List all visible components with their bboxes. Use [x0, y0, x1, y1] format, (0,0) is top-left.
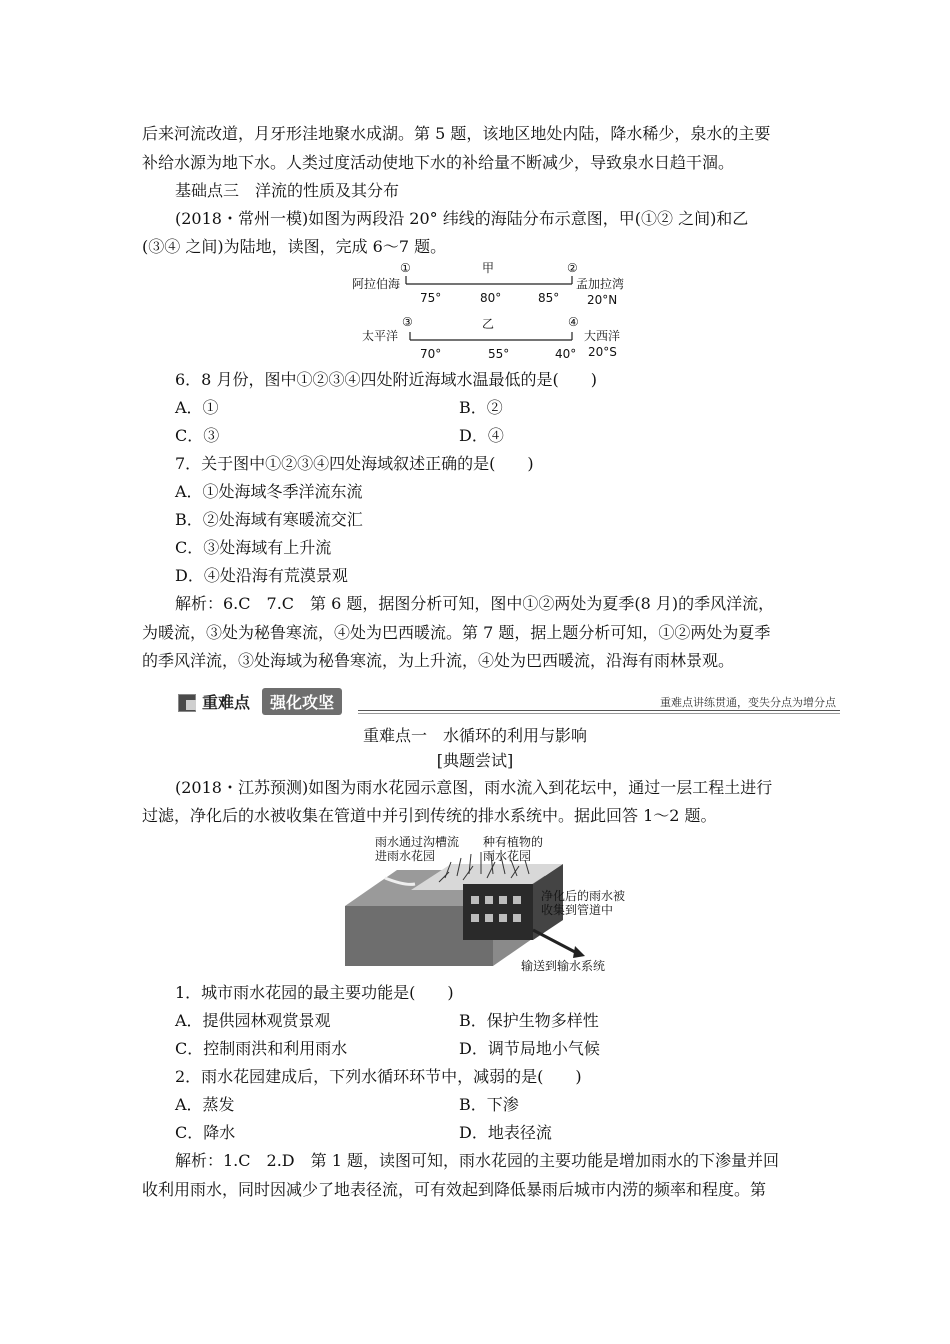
diagram-label: 太平洋 [362, 329, 399, 343]
question-stem: 2．雨水花园建成后，下列水循环环节中，减弱的是( ) [175, 1067, 582, 1086]
option-b: B．保护生物多样性 [459, 1011, 599, 1030]
option-c: C．降水 [175, 1123, 236, 1142]
diagram-label: 阿拉伯海 [352, 277, 401, 291]
diagram-label: ③ [402, 315, 413, 329]
banner-title-highlight: 强化攻坚 [262, 688, 342, 715]
diagram-label: ① [400, 261, 411, 275]
option-b: B．② [459, 398, 503, 417]
option-d: D．④处沿海有荒漠景观 [175, 566, 348, 585]
diagram-label: ② [567, 261, 578, 275]
section-heading: 重难点一 水循环的利用与影响 [362, 726, 587, 745]
diagram-label: 雨水花园 [483, 849, 532, 863]
diagram-tick: 80° [480, 291, 502, 305]
option-b: B．下渗 [459, 1095, 519, 1114]
option-a: A．蒸发 [175, 1095, 235, 1114]
option-a: A．① [175, 398, 219, 417]
rain-garden-diagram [345, 834, 635, 974]
option-c: C．③ [175, 426, 220, 445]
diagram-tick: 55° [488, 347, 510, 361]
diagram-label: 20°N [587, 293, 618, 307]
diagram-label: 净化后的雨水被 [541, 889, 626, 903]
banner-title: 重难点 [202, 693, 251, 712]
option-d: D．调节局地小气候 [459, 1039, 600, 1058]
text-line: 过滤，净化后的水被收集在管道中并引到传统的排水系统中。据此回答 1～2 题。 [142, 806, 717, 825]
option-a: A．提供园林观赏景观 [175, 1011, 331, 1030]
diagram-label: 输送到输水系统 [521, 959, 606, 973]
text-line: (③④ 之间)为陆地，读图，完成 6～7 题。 [142, 237, 447, 256]
diagram-label: 雨水通过沟槽流 [375, 835, 460, 849]
banner-rule [358, 710, 840, 714]
section-heading: 基础点三 洋流的性质及其分布 [175, 181, 400, 200]
text-line: (2018・常州一模)如图为两段沿 20° 纬线的海陆分布示意图，甲(①② 之间)和乙 [175, 209, 749, 228]
diagram-label: 收集到管道中 [541, 903, 614, 917]
diagram-tick: 75° [420, 291, 442, 305]
text-line: 后来河流改道，月牙形洼地聚水成湖。第 5 题，该地区地处内陆，降水稀少，泉水的主要 [142, 124, 771, 143]
diagram-label: ④ [568, 315, 579, 329]
diagram-label: 乙 [482, 317, 495, 331]
answer-line: 解析：1.C 2.D 第 1 题，读图可知，雨水花园的主要功能是增加雨水的下渗量并回 [175, 1151, 779, 1170]
option-c: C．控制雨洪和利用雨水 [175, 1039, 348, 1058]
question-stem: 7．关于图中①②③④四处海域叙述正确的是( ) [175, 454, 534, 473]
diagram-label: 大西洋 [584, 329, 621, 343]
text-line: 补给水源为地下水。人类过度活动使地下水的补给量不断减少，导致泉水日趋干涸。 [142, 153, 735, 172]
diagram-label: 进雨水花园 [375, 849, 436, 863]
diagram-tick: 85° [538, 291, 560, 305]
answer-line: 的季风洋流，③处海域为秘鲁寒流，为上升流，④处为巴西暖流，沿海有雨林景观。 [142, 651, 735, 670]
section-banner [178, 690, 840, 714]
diagram-label: 种有植物的 [483, 835, 544, 849]
diagram-label: 孟加拉湾 [576, 277, 625, 291]
option-d: D．地表径流 [459, 1123, 552, 1142]
sub-heading: [典题尝试] [436, 751, 514, 770]
option-a: A．①处海域冬季洋流东流 [175, 482, 363, 501]
option-c: C．③处海域有上升流 [175, 538, 332, 557]
question-stem: 6．8 月份，图中①②③④四处附近海域水温最低的是( ) [175, 370, 597, 389]
answer-line: 收利用雨水，同时因减少了地表径流，可有效起到降低暴雨后城市内涝的频率和程度。第 [142, 1180, 767, 1199]
text-line: (2018・江苏预测)如图为雨水花园示意图，雨水流入到花坛中，通过一层工程土进行 [175, 778, 773, 797]
answer-line: 解析：6.C 7.C 第 6 题，据图分析可知，图中①②两处为夏季(8 月)的季风洋流， [175, 594, 775, 613]
banner-icon [186, 700, 196, 710]
diagram-label: 20°S [588, 345, 617, 359]
diagram-label: 甲 [482, 261, 495, 275]
option-b: B．②处海域有寒暖流交汇 [175, 510, 363, 529]
banner-note: 重难点讲练贯通，变失分点为增分点 [660, 696, 836, 709]
diagram-tick: 40° [555, 347, 577, 361]
answer-line: 为暖流，③处为秘鲁寒流，④处为巴西暖流。第 7 题，据上题分析可知，①②两处为夏季 [142, 623, 771, 642]
diagram-tick: 70° [420, 347, 442, 361]
option-d: D．④ [459, 426, 504, 445]
question-stem: 1．城市雨水花园的最主要功能是( ) [175, 983, 454, 1002]
latitude-diagram [340, 258, 640, 368]
